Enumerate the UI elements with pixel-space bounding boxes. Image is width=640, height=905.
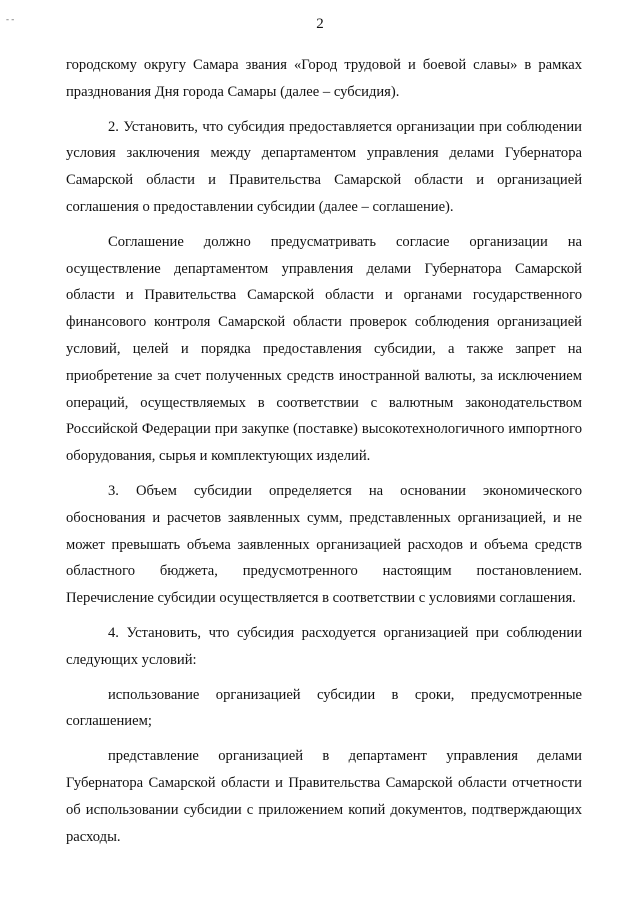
document-body <box>66 52 582 858</box>
scan-marks: - - <box>6 14 15 24</box>
paragraph-agreement: Соглашение должно предусматривать согласие организации на осуществление департаментом управления делами Губернатора Самарской области и Правительства Самарской области и органами государственного финансового контроля Самарской области проверок соблюдения организацией условий, целей и порядка предоставления субсидии, а также запрет на приобретение за счет полученных средств иностранной валюты, за исключением операций, осуществляемых в соответствии с валютным законодательством Российской Федерации при закупке (поставке) высокотехнологичного импортного оборудования, сырья и комплектующих изделий. <box>66 233 582 465</box>
paragraph-item-2: 2. Установить, что субсидия предоставляется организации при соблюдении условия заключения между департаментом управления делами Губернатора Самарской области и Правительства Самарской области и организацией соглашения о предоставлении субсидии (далее – соглашение). <box>66 118 582 215</box>
paragraph-condition-1: использование организацией субсидии в сроки, предусмотренные соглашением; <box>66 686 582 730</box>
paragraph-item-4: 4. Установить, что субсидия расходуется организацией при соблюдении следующих условий: <box>66 624 582 668</box>
paragraph-item-3: 3. Объем субсидии определяется на основании экономического обоснования и расчетов заявленных сумм, представленных организацией, и не может превышать объема заявленных организацией расходов и объема средств областного бюджета, предусмотренного настоящим постановлением. Перечисление субсидии осуществляется в соответствии с условиями соглашения. <box>66 482 582 607</box>
page-number: 2 <box>316 16 324 32</box>
paragraph-continuation: городскому округу Самара звания «Город трудовой и боевой славы» в рамках празднования Дня города Самары (далее – субсидия). <box>66 57 582 100</box>
paragraph-condition-2: представление организацией в департамент управления делами Губернатора Самарской области и Правительства Самарской области отчетности об использовании субсидии с приложением копий документов, подтверждающих расходы. <box>66 748 582 845</box>
